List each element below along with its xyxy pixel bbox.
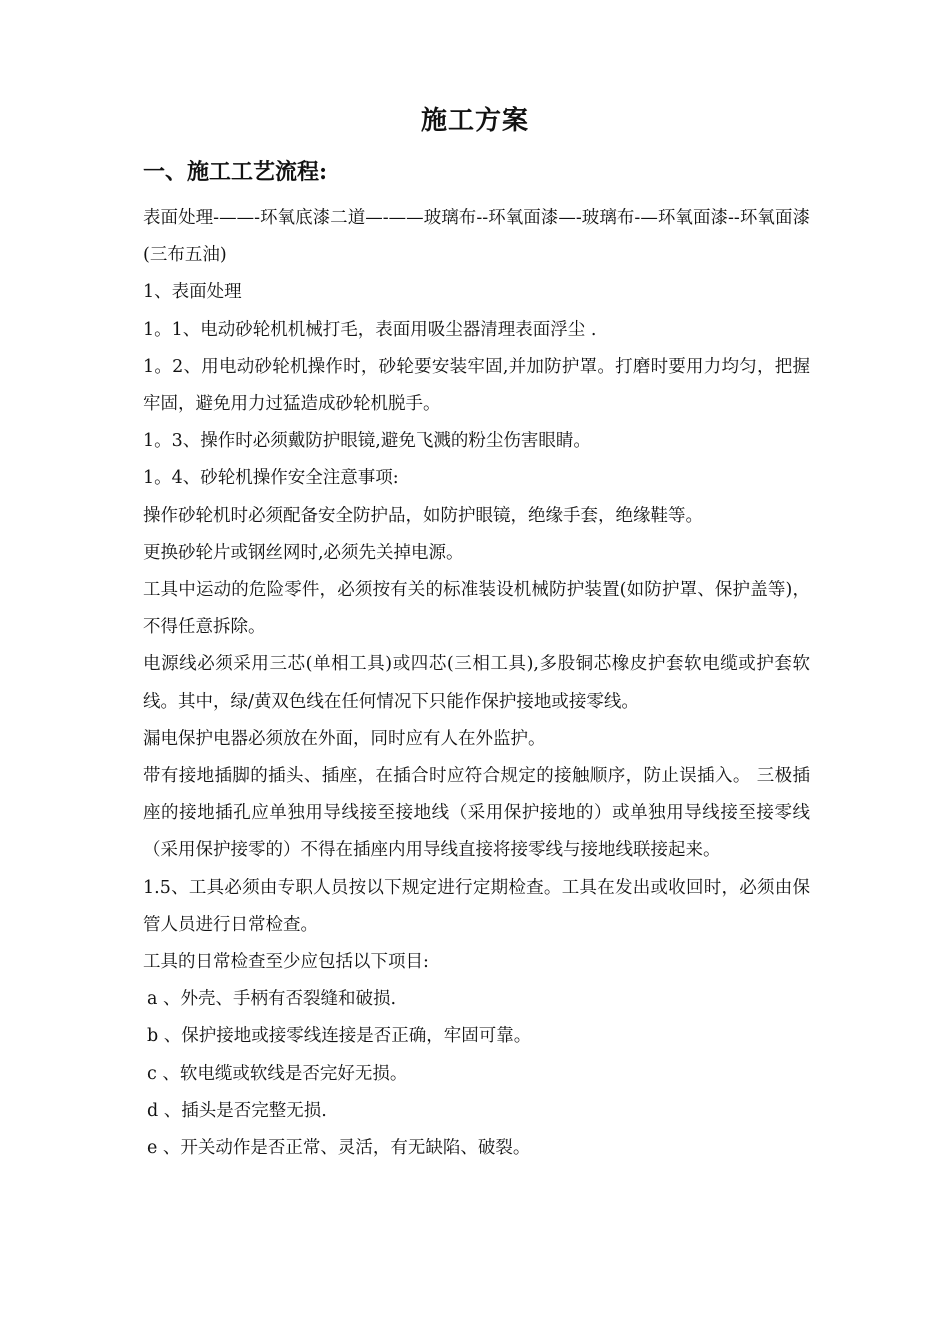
document-title: 施工方案 — [420, 106, 529, 136]
checklist-item: e 、开关动作是否正常、灵活，有无缺陷、破裂。 — [147, 1138, 531, 1159]
subsection-heading: 1、表面处理 — [143, 282, 242, 303]
body-paragraph: 1。3、操作时必须戴防护眼镜,避免飞溅的粉尘伤害眼睛。 — [143, 431, 591, 452]
body-paragraph: 工具中运动的危险零件，必须按有关的标准装设机械防护装置(如防护罩、保护盖等)，不得任意拆除。 — [143, 580, 810, 638]
body-paragraph: 1。4、砂轮机操作安全注意事项: — [143, 468, 399, 489]
body-paragraph: 电源线必须采用三芯(单相工具)或四芯(三相工具),多股铜芯橡皮护套软电缆或护套软线。其中，绿/黄双色线在任何情况下只能作保护接地或接零线。 — [143, 654, 810, 712]
checklist-item: d 、插头是否完整无损. — [147, 1100, 327, 1121]
section-heading: 一、施工工艺流程: — [143, 159, 328, 185]
body-paragraph: 1。2、用电动砂轮机操作时，砂轮要安装牢固,并加防护罩。打磨时要用力均匀，把握牢固，避免用力过猛造成砂轮机脱手。 — [143, 356, 810, 415]
body-paragraph: 1。1、电动砂轮机机械打毛，表面用吸尘器清理表面浮尘 . — [143, 319, 597, 340]
body-paragraph: 漏电保护电器必须放在外面，同时应有人在外监护。 — [143, 728, 546, 749]
body-paragraph: 工具的日常检查至少应包括以下项目: — [143, 952, 429, 973]
body-paragraph: 操作砂轮机时必须配备安全防护品，如防护眼镜，绝缘手套，绝缘鞋等。 — [143, 505, 703, 526]
process-flow-paragraph: 表面处理-——-环氧底漆二道—-——玻璃布--环氧面漆—-玻璃布-—环氧面漆--环氧面漆(三布五油) — [143, 208, 810, 266]
body-paragraph: 1.5、工具必须由专职人员按以下规定进行定期检查。工具在发出或收回时，必须由保管人员进行日常检查。 — [143, 877, 810, 935]
body-paragraph: 带有接地插脚的插头、插座，在插合时应符合规定的接触顺序，防止误插入。 三极插座的接地插孔应单独用导线接至接地线（采用保护接地的）或单独用导线接至接零线（采用保护接零的）不得在插座内用导线直接将接零线与接地线联接起来。 — [143, 766, 810, 861]
checklist-item: c 、软电缆或软线是否完好无损。 — [147, 1063, 408, 1084]
body-paragraph: 更换砂轮片或钢丝网时,必须先关掉电源。 — [143, 542, 464, 563]
checklist-item: a 、外壳、手柄有否裂缝和破损. — [147, 989, 397, 1010]
document-body — [143, 200, 810, 1167]
checklist-item: b 、保护接地或接零线连接是否正确，牢固可靠。 — [147, 1026, 532, 1047]
